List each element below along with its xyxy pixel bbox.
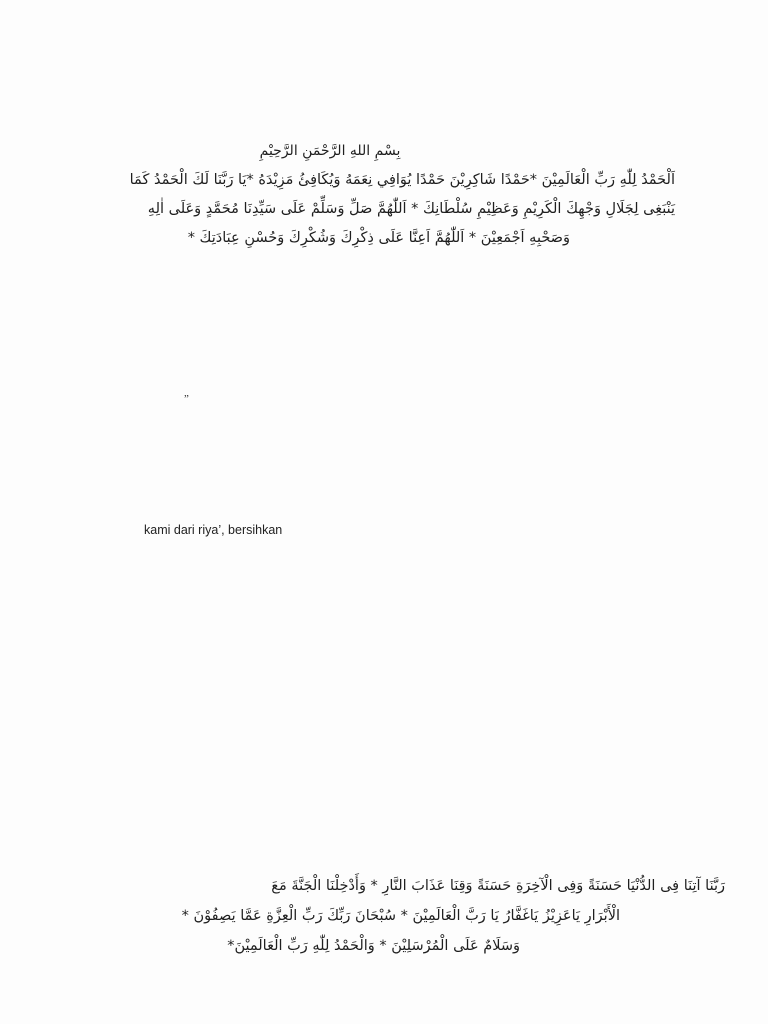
basmala-heading: بِسْمِ اللهِ الرَّحْمَنِ الرَّحِيْمِ <box>259 143 401 159</box>
latin-text-fragment: kami dari riya’, bersihkan <box>144 523 283 537</box>
prayer-line: وَسَلَامٌ عَلَى الْمُرْسَلِيْنَ * وَالْحَمْدُ لِلّٰهِ رَبِّ الْعَالَمِيْنَ* <box>227 938 520 954</box>
prayer-line: الْأَبْرَارِ يَاعَزِيْزُ يَاغَفَّارُ يَا رَبَّ الْعَالَمِيْنَ * سُبْحَانَ رَبِّكَ رَبِّ الْعِزَّةِ عَمَّا يَصِفُوْنَ * <box>181 908 620 924</box>
prayer-line: اَلْحَمْدُ لِلّٰهِ رَبِّ الْعَالَمِيْنَ *حَمْدًا شَاكِرِيْنَ حَمْدًا يُوَافِي نِعَمَهُ وَيُكَافِئُ مَزِيْدَهُ *يَا رَبَّنَا لَكَ الْحَمْدُ كَمَا <box>129 172 675 188</box>
stray-quote-mark: ” <box>184 393 189 405</box>
prayer-line: وَصَحْبِهِ اَجْمَعِيْنَ * اَللّٰهُمَّ اَعِنَّا عَلَى ذِكْرِكَ وَشُكْرِكَ وَحُسْنِ عِبَادَتِكَ * <box>187 230 570 246</box>
prayer-line: رَبَّنَا آتِنَا فِى الدُّنْيَا حَسَنَةً وَفِى الْآخِرَةِ حَسَنَةً وَقِنَا عَذَابَ النَّارِ * وَأَدْخِلْنَا الْجَنَّةَ مَعَ <box>271 878 725 894</box>
prayer-line: يَنْبَغِى لِجَلَالِ وَجْهِكَ الْكَرِيْمِ وَعَظِيْمِ سُلْطَانِكَ * اَللّٰهُمَّ صَلِّ وَسَلِّمْ عَلَى سَيِّدِنَا مُحَمَّدٍ وَعَلَى اٰلِهِ <box>147 201 675 217</box>
